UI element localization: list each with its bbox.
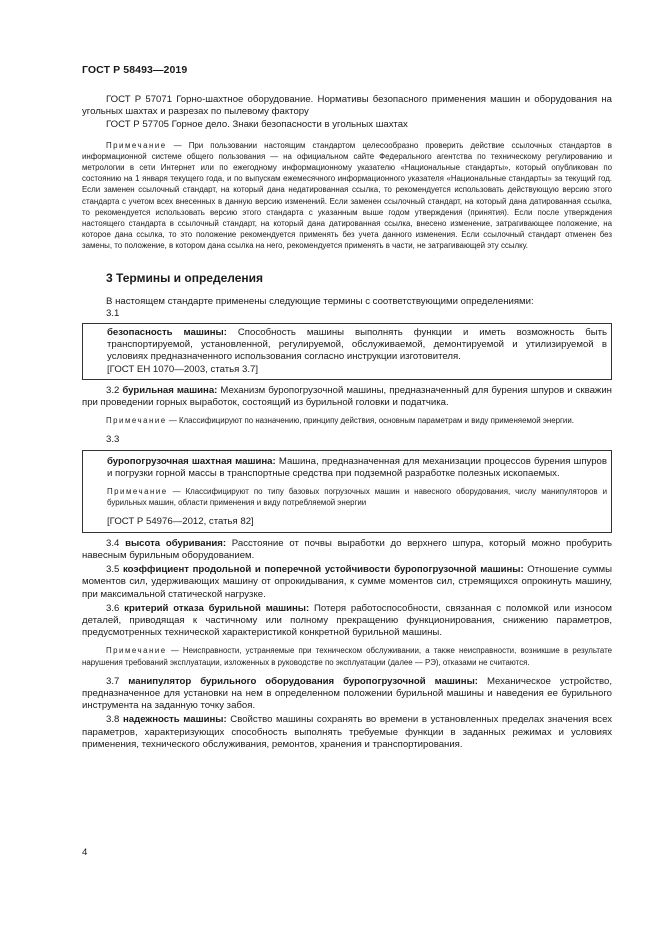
term-text: Потеря работоспособности, связанная с поломкой или износом деталей, приводящая к частичному или полному прекращению функционирования, снижению параметров, предусмотренных технической характеристикой конкретной бурильной машины. xyxy=(82,602,612,639)
note-label: Примечание xyxy=(106,646,167,656)
term-name: манипулятор бурильного оборудования буропогрузочной машины: xyxy=(128,675,478,687)
reference-gost-57705: ГОСТ Р 57705 Горное дело. Знаки безопасности в угольных шахтах xyxy=(106,119,408,131)
term-3-4 xyxy=(82,538,612,562)
term-text: Способность машины выполнять функции и иметь возможность быть транспортируемой, установленной, регулируемой, обслуживаемой, демонтируемой и утилизируемой в условиях предназначенного использования согласно инструкции изготовителя. xyxy=(107,327,607,363)
term-number: 3.4 xyxy=(106,537,126,549)
note-text: Классифицируют по типу базовых погрузочных машин и навесного оборудования, числу манипуляторов и бурильных машин, области применения и виду потребляемой энергии xyxy=(107,487,607,508)
page-content xyxy=(82,94,612,751)
term-text: Свойство машины сохранять во времени в установленных пределах значения всех параметров, характеризующих способность выполнять требуемые функции в заданных режимах и условиях применения, технического обслуживания, ремонтов, хранения и транспортирования. xyxy=(82,714,612,750)
term-definition xyxy=(107,327,607,364)
note-dash: — xyxy=(167,487,186,497)
section-title: 3 Термины и определения xyxy=(106,270,264,285)
term-text: Машина, предназначенная для механизации процессов бурения шпуров и погрузки горной массы в транспортные средства при подземной разработке полезных ископаемых. xyxy=(107,455,607,479)
term-definition xyxy=(107,456,607,480)
term-number: 3.1 xyxy=(106,307,120,319)
term-box-3-1 xyxy=(82,323,612,380)
note-dash: — xyxy=(166,140,189,150)
page-number: 4 xyxy=(82,847,88,858)
term-text: Механическое устройство, предназначенное для установки на нем в определенном положении бурильной машины и наведения ее бурильного инструмента на заданную точку забоя. xyxy=(82,675,612,712)
term-3-6 xyxy=(82,603,612,640)
term-3-2 xyxy=(82,385,612,409)
standard-header: ГОСТ Р 58493—2019 xyxy=(82,64,188,76)
note-text: Неисправности, устраняемые при техническом обслуживании, а также неисправности, возникшие в результате нарушения требований эксплуатации, изложенных в руководстве по эксплуатации (далее — РЭ), отказами не считаются. xyxy=(82,646,612,667)
note-text: При пользовании настоящим стандартом целесообразно проверить действие ссылочных стандартов в информационной системе общего пользования — на официальном сайте Федерального агентства по техническому регулированию и метрологии в сети Интернет или по ежегодному информационному указателю «Национальные стандарты», который опубликован по состоянию на 1 января текущего года, и по выпускам ежемесячного информационного указателя «Национальные стандарты» за текущий год. Если заменен ссылочный стандарт, на который дана недатированная ссылка, то рекомендуется использовать действующую версию этого стандарта с учетом всех внесенных в данную версию изменений. Если заменен ссылочный стандарт, на который дана датированная ссылка, то рекомендуется использовать версию этого стандарта с указанным выше годом утверждения (принятия). Если после утверждения настоящего стандарта в ссылочный стандарт, на который дана датированная ссылка, внесено изменение, затрагивающее положение, на которое дана ссылка, то это положение рекомендуется применять без учета данного изменения. Если ссылочный стандарт отменен без замены, то положение, в котором дана ссылка на него, рекомендуется применять в части, не затрагивающей эту ссылку. xyxy=(82,140,612,251)
term-text: Механизм буропогрузочной машины, предназначенный для бурения шпуров и скважин при проведении горных выработок, состоящий из бурильной головки и податчика. xyxy=(82,384,612,409)
term-text: Отношение суммы моментов сил, удерживающих машину от опрокидывания, к сумме моментов сил, стремящихся опрокинуть машину, при максимальной статической нагрузке. xyxy=(82,564,612,600)
note-dash: — xyxy=(166,646,183,656)
note-label: Примечание xyxy=(106,140,167,150)
note-3-3 xyxy=(107,486,607,508)
note-dash: — xyxy=(166,416,179,426)
term-number: 3.5 xyxy=(106,564,123,576)
note-3-2 xyxy=(82,415,612,426)
term-name: безопасность машины: xyxy=(107,327,227,339)
term-box-3-3 xyxy=(82,450,612,533)
term-number: 3.8 xyxy=(106,714,123,726)
term-name: критерий отказа бурильной машины: xyxy=(124,602,310,614)
note-3-6 xyxy=(82,645,612,667)
term-number: 3.2 xyxy=(106,384,123,396)
term-source: [ГОСТ Р 54976—2012, статья 82] xyxy=(107,516,254,528)
term-3-7 xyxy=(82,676,612,713)
term-number: 3.7 xyxy=(106,675,129,687)
term-name: коэффициент продольной и поперечной устойчивости буропогрузочной машины: xyxy=(122,564,524,576)
term-name: надежность машины: xyxy=(122,714,227,726)
term-3-5 xyxy=(82,564,612,601)
note-label: Примечание xyxy=(107,487,168,497)
term-text: Расстояние от почвы выработки до верхнего шпура, который можно пробурить навесным бурильным оборудованием. xyxy=(82,537,612,561)
section-intro: В настоящем стандарте применены следующие термины с соответствующими определениями: xyxy=(106,295,534,307)
term-source: [ГОСТ ЕН 1070—2003, статья 3.7] xyxy=(107,363,258,375)
note-references xyxy=(82,140,612,252)
reference-gost-57071: ГОСТ Р 57071 Горно-шахтное оборудование. Нормативы безопасного применения машин и оборудования на угольных шахтах и разрезах по пылевому фактору xyxy=(82,94,612,118)
term-name: буропогрузочная шахтная машина: xyxy=(107,455,276,467)
term-name: высота обуривания: xyxy=(125,537,227,549)
term-number: 3.3 xyxy=(106,434,120,446)
term-name: бурильная машина: xyxy=(122,384,218,396)
term-number: 3.6 xyxy=(106,602,125,614)
term-3-8 xyxy=(82,714,612,751)
note-text: Классифицируют по назначению, принципу действия, основным параметрам и виду применяемой энергии. xyxy=(178,416,574,426)
note-label: Примечание xyxy=(106,416,167,426)
